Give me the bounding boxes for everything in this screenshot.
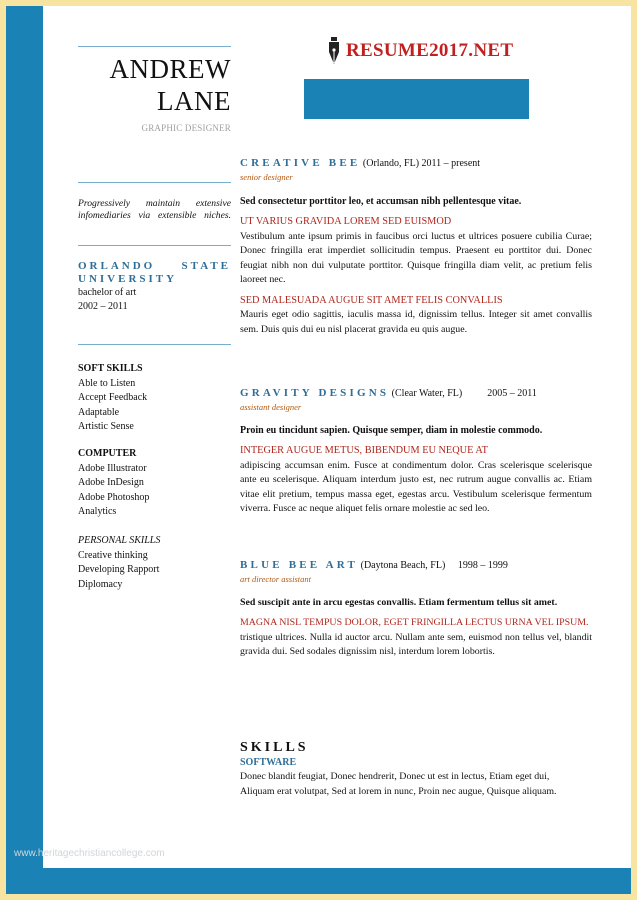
- job-lead: Proin eu tincidunt sapien. Quisque semper, diam in molestie commodo.: [240, 424, 543, 436]
- pen-nib-icon: [326, 37, 342, 65]
- last-name: LANE: [157, 86, 231, 116]
- computer-item: Adobe Illustrator: [78, 462, 147, 474]
- soft-skill-item: Adaptable: [78, 406, 120, 418]
- skills-section: [240, 741, 592, 799]
- job-subheading: SED MALESUADA AUGUE SIT AMET FELIS CONVALLIS: [240, 294, 503, 306]
- job-dates: 1998 – 1999: [457, 560, 508, 571]
- job-location: (Daytona Beach, FL): [360, 560, 446, 571]
- divider: [78, 182, 231, 183]
- job-paragraph: adipiscing accumsan enim. Fusce at condimentum dolor. Cras scelerisque scelerisque ante eu scelerisque. Aliquam interdum justo est, nec rutrum augue convallis ac. Etiam vitae elit pretium, tempus massa eget, egestas arcu. Vestibulum scelerisque fermentum viverra. Fusce ac neque aliquet felis ornare molestie ac sed leo.: [240, 459, 592, 514]
- job-paragraph: tristique ultrices. Nulla id auctor arcu. Nullam ante sem, euismod non tellus vel, blandit gravida dui. Sed sodales dignissim nisl, interdum lorem lobortis.: [240, 631, 592, 657]
- degree: bachelor of art: [78, 287, 137, 298]
- logo-accent-box: [304, 79, 529, 119]
- divider: [78, 46, 231, 47]
- job-lead: Sed suscipit ante in arcu egestas convallis. Etiam fermentum tellus sit amet.: [240, 596, 558, 608]
- job-paragraph: Mauris eget odio sagittis, iaculis massa id, dignissim tellus. Integer sit amet convallis sem. Duis quis dui eu nisl placerat gravida eu quis augue.: [240, 309, 592, 335]
- job-subheading: MAGNA NISL TEMPUS DOLOR, EGET FRINGILLA LECTUS URNA VEL IPSUM.: [240, 617, 589, 628]
- job-role: art director assistant: [240, 573, 311, 584]
- skills-line: Donec blandit feugiat, Donec hendrerit, Donec ut est in lectus, Etiam eget dui,: [240, 771, 550, 782]
- personal-skills-heading: PERSONAL SKILLS: [78, 535, 161, 546]
- job-entry: [240, 558, 592, 660]
- job-location: (Clear Water, FL): [391, 388, 463, 399]
- personal-skills-section: [78, 534, 231, 592]
- company-name: BLUE BEE ART: [240, 559, 359, 571]
- job-subheading: UT VARIUS GRAVIDA LOREM SED EUISMOD: [240, 216, 452, 227]
- first-name: ANDREW: [109, 54, 231, 84]
- computer-section: [78, 447, 231, 520]
- job-entry: [240, 386, 592, 517]
- job-entry: [240, 156, 592, 337]
- divider: [78, 245, 231, 246]
- job-location: (Orlando, FL): [362, 158, 420, 169]
- soft-skill-item: Artistic Sense: [78, 421, 134, 432]
- brand-logo: [326, 36, 513, 66]
- skills-heading: SKILLS: [240, 740, 309, 755]
- software-heading: SOFTWARE: [240, 756, 297, 768]
- computer-heading: COMPUTER: [78, 448, 137, 459]
- bottom-accent-bar: [43, 868, 631, 894]
- job-title: GRAPHIC DESIGNER: [141, 123, 231, 133]
- personal-skill-item: Creative thinking: [78, 549, 148, 561]
- personal-skill-item: Diplomacy: [78, 578, 123, 590]
- skills-line: Aliquam erat volutpat, Sed at lorem in nunc, Proin nec augue, Quisque aliquam.: [240, 785, 557, 797]
- left-accent-bar: [6, 6, 43, 894]
- education-years: 2002 – 2011: [78, 301, 128, 312]
- computer-item: Analytics: [78, 506, 117, 517]
- computer-item: Adobe Photoshop: [78, 491, 150, 503]
- resume-page: [6, 6, 631, 894]
- job-dates: 2005 – 2011: [487, 388, 537, 399]
- soft-skills-heading: SOFT SKILLS: [78, 363, 143, 374]
- personal-skill-item: Developing Rapport: [78, 564, 160, 575]
- profile-summary: Progressively maintain extensive infomediaries via extensible niches.: [78, 198, 231, 221]
- divider: [78, 344, 231, 345]
- soft-skills-section: [78, 362, 231, 435]
- logo-text: RESUME2017.NET: [346, 40, 514, 61]
- watermark: www.heritagechristiancollege.com: [14, 848, 165, 859]
- soft-skill-item: Accept Feedback: [78, 392, 148, 403]
- company-name: GRAVITY DESIGNS: [240, 387, 390, 399]
- school-name: ORLANDO STATE UNIVERSITY: [78, 260, 231, 285]
- job-role: senior designer: [240, 171, 293, 182]
- job-paragraph: Vestibulum ante ipsum primis in faucibus orci luctus et ultrices posuere cubilia Curae; Donec fringilla erat imperdiet sollicitudin tempus. Praesent eu porttitor dui. Donec feugiat nibh non dui vulputate porttitor. Quisque fringilla diam velit, ac pretium felis laoreet nec.: [240, 230, 592, 285]
- company-name: CREATIVE BEE: [240, 157, 361, 169]
- computer-item: Adobe InDesign: [78, 477, 144, 488]
- education-block: [78, 260, 231, 314]
- job-subheading: INTEGER AUGUE METUS, BIBENDUM EU NEQUE AT: [240, 445, 488, 456]
- name-block: [78, 46, 231, 136]
- job-lead: Sed consectetur porttitor leo, et accumsan nibh pellentesque vitae.: [240, 195, 522, 207]
- job-role: assistant designer: [240, 401, 302, 412]
- job-dates: 2011 – present: [421, 158, 481, 169]
- soft-skill-item: Able to Listen: [78, 377, 136, 389]
